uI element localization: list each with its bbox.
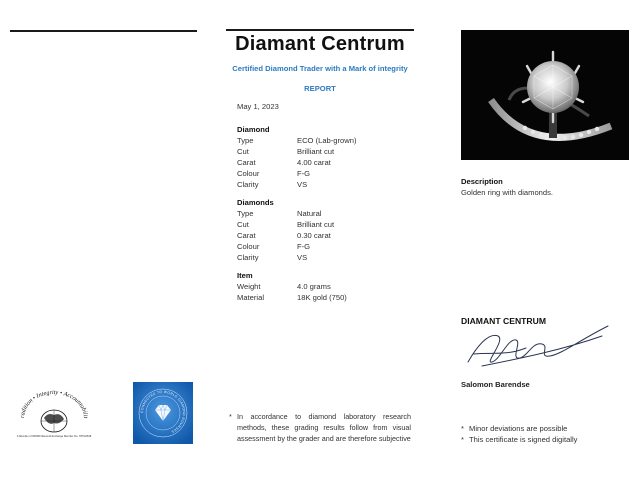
signature-company: DIAMANT CENTRUM [461,316,546,326]
wfdb-ring-text: radition • Integrity • Accountabilit [18,388,90,419]
company-title: Diamant Centrum [235,33,405,55]
description-text: Golden ring with diamonds. [461,188,554,197]
spec-row [237,135,417,146]
company-tagline: Certified Diamond Trader with a Mark of integrity [232,64,408,73]
wfdb-caption: A Member of WFDB Diamond Exchange Member No. 7870/2648 [16,435,92,438]
spec-value: VS [297,180,308,189]
spec-value: 4.0 grams [297,282,331,291]
ring-photo [461,30,629,160]
spec-label: Clarity [237,180,259,189]
spec-value: 4.00 carat [297,158,331,167]
spec-value: Brilliant cut [297,220,335,229]
note-marker: * [461,424,464,433]
svg-text:Tradition • Integrity • Accoun [14,388,89,419]
spec-value: F-G [297,169,311,178]
diamond-bourse-seal [133,382,193,444]
footnote-marker: * [229,412,232,421]
note-text: This certificate is signed digitally [469,435,578,444]
note-text: Minor deviations are possible [469,424,568,433]
section-title: Diamond [237,125,270,134]
section-title: Diamonds [237,198,274,207]
note-marker: * [461,435,464,444]
spec-row [237,179,417,190]
description-title: Description [461,177,503,186]
spec-label: Carat [237,158,256,167]
spec-value: Natural [297,209,322,218]
spec-row [237,292,417,303]
grading-footnote [229,411,411,444]
item-section [237,270,417,303]
spec-row [237,157,417,168]
spec-label: Cut [237,220,249,229]
spec-row [237,281,417,292]
spec-label: Type [237,136,254,145]
spec-row [237,241,417,252]
spec-row [237,252,417,263]
note-item [461,434,631,445]
wfdb-member-seal [14,388,94,444]
blue-seal-ring-text: CONNECTED TO WORLD DIAMOND BOURSES [139,389,187,434]
section-title: Item [237,271,253,280]
report-date: May 1, 2023 [237,102,279,111]
header-rule [226,29,414,31]
left-top-rule [10,30,197,32]
spec-label: Clarity [237,253,259,262]
spec-label: Carat [237,231,256,240]
spec-value: F-G [297,242,311,251]
spec-row [237,208,417,219]
spec-value: ECO (Lab-grown) [297,136,357,145]
report-heading: REPORT [304,84,336,93]
spec-row [237,146,417,157]
spec-value: VS [297,253,308,262]
spec-row [237,219,417,230]
spec-value: 0.30 carat [297,231,331,240]
spec-label: Colour [237,169,260,178]
spec-label: Weight [237,282,261,291]
spec-label: Colour [237,242,260,251]
spec-value: Brilliant cut [297,147,335,156]
footnote-text: In accordance to diamond laboratory research methods, these grading results follow from visual assessment by the grader and are therefore subjective [237,412,411,443]
spec-row [237,168,417,179]
diamonds-section [237,197,417,263]
signer-name: Salomon Barendse [461,380,530,389]
notes-list [461,423,631,445]
note-item [461,423,631,434]
spec-label: Type [237,209,254,218]
spec-label: Cut [237,147,249,156]
spec-label: Material [237,293,265,302]
spec-value: 18K gold (750) [297,293,347,302]
diamond-section [237,124,417,190]
handwritten-signature [462,318,612,374]
spec-row [237,230,417,241]
